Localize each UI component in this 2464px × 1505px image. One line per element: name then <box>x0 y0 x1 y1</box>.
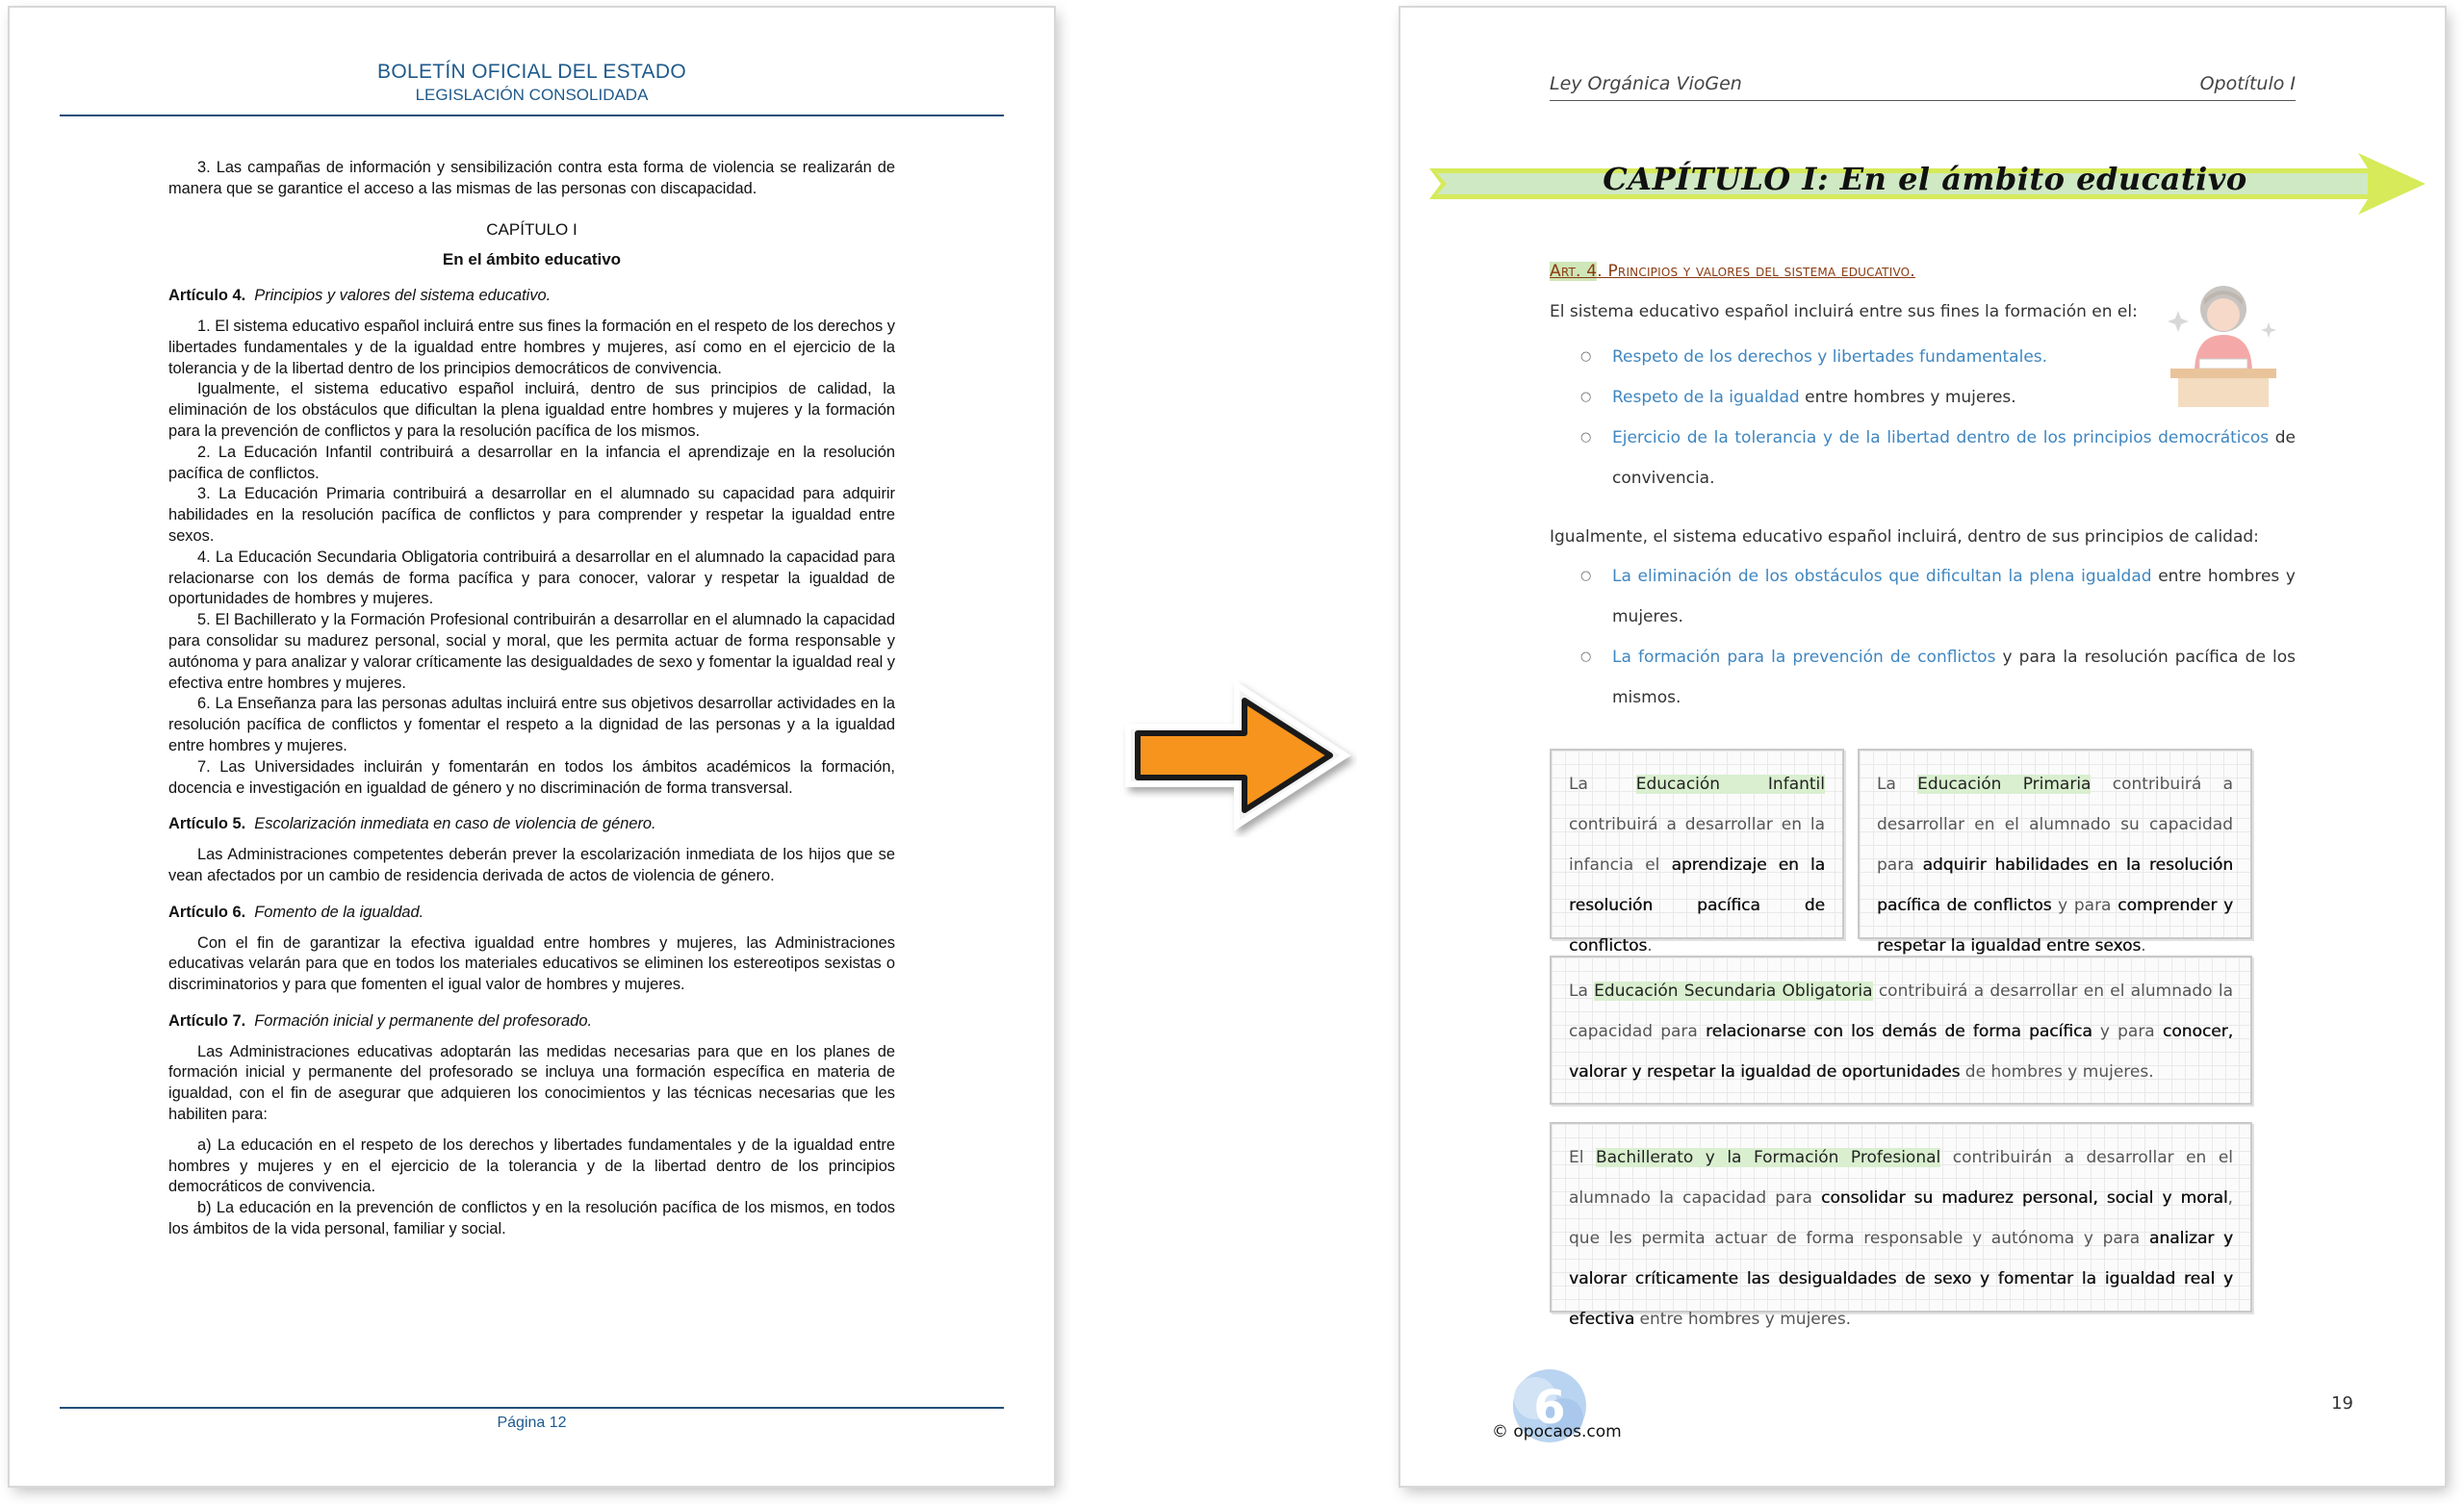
paragraph: 1. El sistema educativo español incluirá entre sus fines la formación en el respeto de los derechos y libertades fundamentales y de la igualdad entre hombres y mujeres, así como en el ejercicio de la tolerancia y de la libertad dentro de los principios democráticos de convivencia. <box>168 317 895 377</box>
boe-subtitle: LEGISLACIÓN CONSOLIDADA <box>415 86 649 104</box>
opocaos-logo-icon <box>1497 1360 1603 1466</box>
running-header <box>1550 69 2296 101</box>
paragraph: 7. Las Universidades incluirán y fomentarán en todos los ámbitos académicos la formación, docencia e investigación en igualdad de género y no discriminación de forma transversal. <box>168 757 895 797</box>
right-arrow-icon <box>1116 674 1357 837</box>
article-7-heading: Artículo 7. Formación inicial y permanente del profesorado. <box>168 1011 593 1030</box>
intro-text: El sistema educativo español incluirá entre sus fines la formación en el: <box>1550 302 2138 321</box>
header-left: Ley Orgánica VioGen <box>1550 73 1742 94</box>
boe-header <box>10 8 1054 105</box>
paragraph: Con el fin de garantizar la efectiva igualdad entre hombres y mujeres, las Administraciones educativas velarán para que en todos los materiales educativos se eliminen los estereotipos sexistas o discriminatorios y para que fomenten el igual valor de hombres y mujeres. <box>168 933 895 994</box>
paragraph: a) La educación en el respeto de los derechos y libertades fundamentales y de la igualdad entre hombres y mujeres y en el ejercicio de la tolerancia y de la libertad dentro de los principios democráticos de convivencia. <box>168 1135 895 1196</box>
quality-principles-text: Igualmente, el sistema educativo español incluirá, dentro de sus principios de calidad: <box>1550 527 2259 547</box>
paragraph: Las Administraciones educativas adoptarán las medidas necesarias para que en los planes de formación inicial y permanente del profesorado se incluya una formación específica en materia de igualdad, con el fin de asegurar que adquieren los conocimientos y las técnicas necesarias que les habiliten para: <box>168 1042 895 1124</box>
list-item: ○ Ejercicio de la tolerancia y de la libertad dentro de los principios democráticos de convivencia. <box>1550 418 2296 498</box>
banner-title: CAPÍTULO I: En el ámbito educativo <box>1603 161 2247 197</box>
header-rule <box>60 115 1004 116</box>
principles-list <box>1550 337 2296 498</box>
list-item: ○ La formación para la prevención de conflictos y para la resolución pacífica de los mismos. <box>1550 637 2296 718</box>
paragraph: Igualmente, el sistema educativo español incluirá, dentro de sus principios de calidad, la eliminación de los obstáculos que dificultan la plena igualdad entre hombres y mujeres y la formación para la prevención de conflictos y para la resolución pacífica de los mismos. <box>168 380 895 440</box>
quality-list <box>1550 556 2296 718</box>
chapter-heading: CAPÍTULO I <box>486 219 578 239</box>
paragraph: b) La educación en la prevención de conflictos y en la resolución pacífica de los mismos, en todos los ámbitos de la vida personal, familiar y social. <box>168 1199 895 1238</box>
bachillerato-note-box: El Bachillerato y la Formación Profesional contribuirán a desarrollar en el alumnado la capacidad para consolidar su madurez personal, social y moral, que les permita actuar de forma responsable y autónoma y para analizar y valorar críticamente las desigualdades de sexo y fomentar la igualdad real y efectiva entre hombres y mujeres. <box>1550 1122 2252 1313</box>
article-title: Art. 4. Principios y valores del sistema educativo. <box>1550 262 1915 281</box>
paragraph: 6. La Enseñanza para las personas adultas incluirá entre sus objetivos desarrollar actividades en la resolución pacífica de conflictos y fomentar el respeto a la dignidad de las personas y a la igualdad entre hombres y mujeres. <box>168 695 895 754</box>
page-footer: Página 12 <box>497 1415 567 1431</box>
boe-page <box>10 8 1054 1486</box>
paragraph: 3. La Educación Primaria contribuirá a desarrollar en el alumnado su capacidad para adquirir habilidades en la resolución pacífica de conflictos y para comprender y respetar la igualdad entre sexos. <box>168 485 895 545</box>
list-item: ○ La eliminación de los obstáculos que dificultan la plena igualdad entre hombres y mujeres. <box>1550 556 2296 637</box>
paragraph: 4. La Educación Secundaria Obligatoria contribuirá a desarrollar en el alumnado la capacidad para relacionarse con los demás de forma pacífica y para conocer, valorar y respetar la igualdad de oportunidades de hombres y mujeres. <box>168 548 895 608</box>
article-6-heading: Artículo 6. Fomento de la igualdad. <box>168 903 424 921</box>
svg-text:6: 6 <box>1533 1381 1566 1435</box>
paragraph: 5. El Bachillerato y la Formación Profesional contribuirán a desarrollar en el alumnado la capacidad para consolidar su madurez personal, social y moral, que les permita actuar de forma responsable y autónoma y para analizar y valorar críticamente las desigualdades de sexo y fomentar la igualdad real y efectiva entre hombres y mujeres. <box>168 611 895 692</box>
footer-rule <box>60 1407 1004 1409</box>
primaria-note-box: La Educación Primaria contribuirá a desarrollar en el alumnado su capacidad para adquirir habilidades en la resolución pacífica de conflictos y para comprender y respetar la igualdad entre sexos. <box>1858 749 2252 939</box>
boe-body <box>168 158 895 1240</box>
notes-page <box>1400 8 2445 1486</box>
article-5-heading: Artículo 5. Escolarización inmediata en caso de violencia de género. <box>168 815 656 833</box>
paragraph: 2. La Educación Infantil contribuirá a desarrollar en la infancia el aprendizaje en la resolución pacífica de conflictos. <box>168 443 895 482</box>
chapter-banner <box>1420 147 2430 220</box>
logo-caption: © opocaos.com <box>1492 1422 1622 1441</box>
secundaria-note-box: La Educación Secundaria Obligatoria contribuirá a desarrollar en el alumnado la capacidad para relacionarse con los demás de forma pacífica y para conocer, valorar y respetar la igualdad de oportunidades de hombres y mujeres. <box>1550 956 2252 1105</box>
infantil-note-box: La Educación Infantil contribuirá a desarrollar en la infancia el aprendizaje en la resolución pacífica de conflictos. <box>1550 749 1844 939</box>
boe-title: BOLETÍN OFICIAL DEL ESTADO <box>377 61 686 83</box>
header-right: Opotítulo I <box>2199 73 2296 94</box>
list-item: ○ Respeto de la igualdad entre hombres y mujeres. <box>1550 377 2296 418</box>
paragraph: 3. Las campañas de información y sensibilización contra esta forma de violencia se realizarán de manera que se garantice el acceso a las mismas de las personas con discapacidad. <box>168 159 895 197</box>
article-4-heading: Artículo 4. Principios y valores del sistema educativo. <box>168 287 552 305</box>
chapter-title: En el ámbito educativo <box>442 250 622 269</box>
list-item: ○ Respeto de los derechos y libertades fundamentales. <box>1550 337 2296 377</box>
page-number: 19 <box>2331 1393 2353 1414</box>
paragraph: Las Administraciones competentes deberán prever la escolarización inmediata de los hijos que se vean afectados por un cambio de residencia derivada de actos de violencia de género. <box>168 846 895 884</box>
